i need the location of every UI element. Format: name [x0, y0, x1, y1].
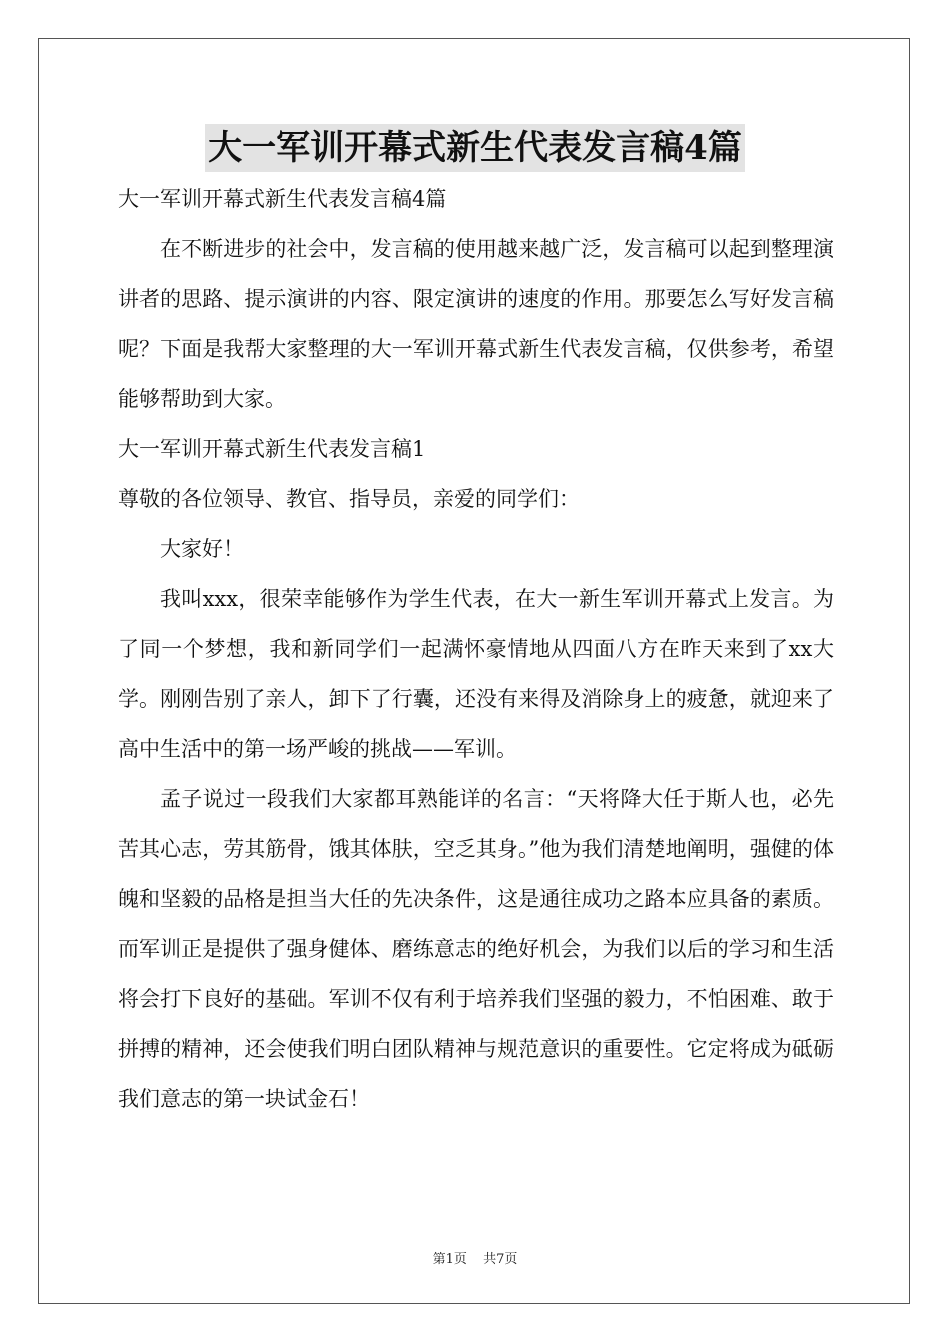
- paragraph: 大一军训开幕式新生代表发言稿1: [118, 437, 426, 461]
- paragraph: 孟子说过一段我们大家都耳熟能详的名言：“天将降大任于斯人也，必先苦其心志，劳其筋骨，饿其体肤，空乏其身。”他为我们清楚地阐明，强健的体魄和坚毅的品格是担当大任的先决条件，这是通往成功之路本应具备的素质。而军训正是提供了强身健体、磨练意志的绝好机会，为我们以后的学习和生活将会打下良好的基础。军训不仅有利于培养我们坚强的毅力，不怕困难、敢于拼搏的精神，还会使我们明白团队精神与规范意识的重要性。它定将成为砥砺我们意志的第一块试金石！: [118, 787, 834, 1111]
- paragraph: 大一军训开幕式新生代表发言稿4篇: [118, 187, 447, 211]
- document-body: [118, 174, 834, 1124]
- document-title: 大一军训开幕式新生代表发言稿4篇: [205, 124, 745, 172]
- page-footer: [0, 1248, 950, 1267]
- title-container: [0, 124, 950, 172]
- page-total: 共7页: [483, 1252, 518, 1267]
- page-number: 第1页: [432, 1252, 467, 1267]
- paragraph: 尊敬的各位领导、教官、指导员，亲爱的同学们：: [118, 487, 580, 511]
- paragraph: 我叫xxx，很荣幸能够作为学生代表，在大一新生军训开幕式上发言。为了同一个梦想，我和新同学们一起满怀豪情地从四面八方在昨天来到了xx大学。刚刚告别了亲人，卸下了行囊，还没有来得及消除身上的疲惫，就迎来了高中生活中的第一场严峻的挑战——军训。: [118, 587, 834, 761]
- paragraph: 大家好！: [160, 537, 244, 561]
- paragraph: 在不断进步的社会中，发言稿的使用越来越广泛，发言稿可以起到整理演讲者的思路、提示演讲的内容、限定演讲的速度的作用。那要怎么写好发言稿呢？下面是我帮大家整理的大一军训开幕式新生代表发言稿，仅供参考，希望能够帮助到大家。: [118, 237, 834, 411]
